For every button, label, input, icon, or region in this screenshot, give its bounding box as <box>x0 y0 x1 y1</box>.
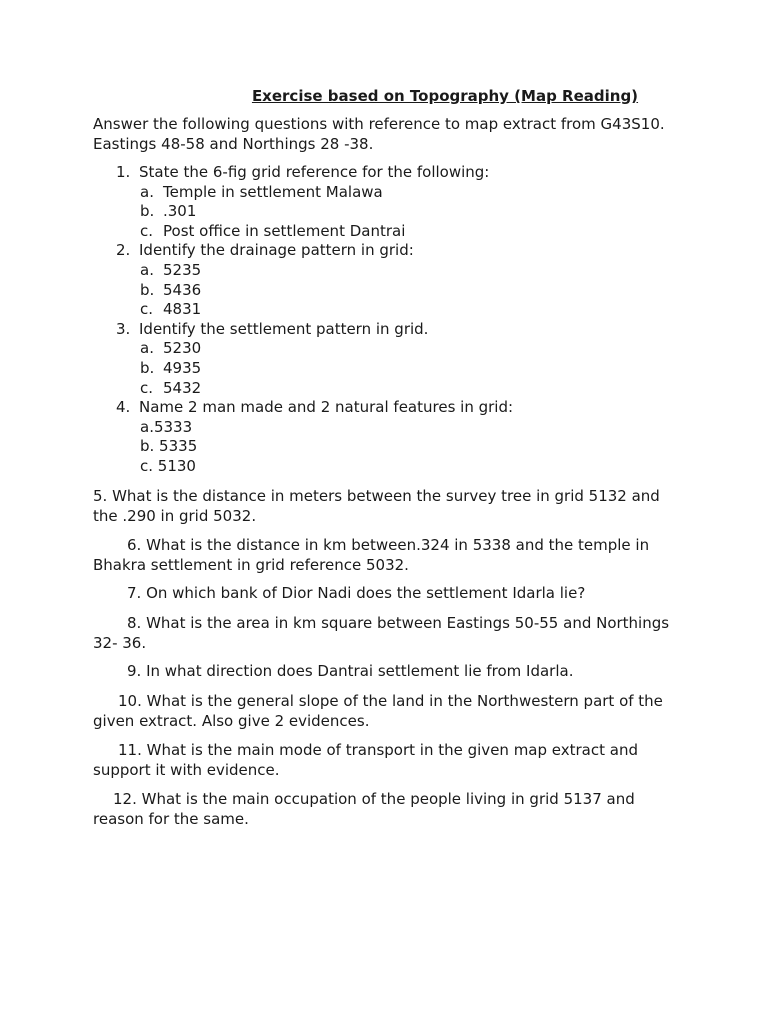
sub-item-marker: a. <box>140 182 154 201</box>
sub-item-text: b. 5335 <box>140 437 198 456</box>
sub-item-text: 5436 <box>163 280 202 299</box>
question-text: Identify the drainage pattern in grid: <box>139 241 414 260</box>
intro-paragraph: Answer the following questions with reference to map extract from G43S10. Eastings 48-58 and Northings 28 -38. <box>93 115 665 153</box>
sub-item-text: 5432 <box>163 378 202 397</box>
sub-item-text: 5235 <box>163 260 202 279</box>
sub-item-marker: b. <box>140 358 155 377</box>
question-text: Name 2 man made and 2 natural features in grid: <box>139 398 514 417</box>
question-10 <box>93 692 683 731</box>
sub-item-marker: a. <box>140 260 154 279</box>
sub-item <box>93 183 683 203</box>
question-4 <box>93 398 683 418</box>
sub-item <box>93 437 683 457</box>
sub-item-text: c. 5130 <box>140 456 196 475</box>
question-number: 1. <box>116 163 131 181</box>
question-8 <box>93 614 683 653</box>
question-12-text: 12. What is the main occupation of the people living in grid 5137 and reason for the same. <box>93 790 635 828</box>
question-text: State the 6-fig grid reference for the following: <box>139 163 490 181</box>
sub-item <box>93 379 683 399</box>
question-number: 3. <box>116 319 131 338</box>
question-12 <box>93 790 683 829</box>
sub-item-text: 5230 <box>163 339 202 358</box>
sub-item-marker: b. <box>140 202 155 221</box>
question-8-text: 8. What is the area in km square between Eastings 50-55 and Northings 32- 36. <box>93 614 670 652</box>
page-title: Exercise based on Topography (Map Reading) <box>251 87 639 105</box>
sub-item <box>93 300 683 320</box>
question-10-text: 10. What is the general slope of the land in the Northwestern part of the given extract. Also give 2 evidences. <box>93 692 663 730</box>
sub-item <box>93 261 683 281</box>
question-5 <box>93 487 683 526</box>
sub-item-marker: c. <box>140 300 154 319</box>
question-9 <box>93 662 683 682</box>
question-11 <box>93 741 683 780</box>
sub-item-marker: c. <box>140 221 154 240</box>
question-text: Identify the settlement pattern in grid. <box>139 319 429 338</box>
question-number: 2. <box>116 241 131 260</box>
sub-item <box>93 418 683 438</box>
sub-item <box>93 339 683 359</box>
question-6 <box>93 536 683 575</box>
sub-item <box>93 222 683 242</box>
sub-item-marker: b. <box>140 280 155 299</box>
question-1 <box>93 163 683 183</box>
sub-item-text: Post office in settlement Dantrai <box>163 221 406 240</box>
sub-item-marker: c. <box>140 378 154 397</box>
question-6-text: 6. What is the distance in km between.324 in 5338 and the temple in Bhakra settlement in grid reference 5032. <box>93 536 650 574</box>
sub-item-text: 4831 <box>163 300 202 319</box>
sub-item <box>93 359 683 379</box>
question-7 <box>93 584 683 604</box>
sub-item <box>93 457 683 477</box>
numbered-question-list <box>93 163 683 477</box>
question-7-text: 7. On which bank of Dior Nadi does the settlement Idarla lie? <box>127 584 586 602</box>
sub-item <box>93 281 683 301</box>
question-11-text: 11. What is the main mode of transport in the given map extract and support it with evidence. <box>93 741 638 779</box>
question-3 <box>93 320 683 340</box>
sub-item-text: Temple in settlement Malawa <box>163 182 383 201</box>
question-9-text: 9. In what direction does Dantrai settlement lie from Idarla. <box>127 662 574 680</box>
sub-item <box>93 202 683 222</box>
sub-item-text: .301 <box>163 202 197 221</box>
question-2 <box>93 241 683 261</box>
sub-item-text: a.5333 <box>140 417 193 436</box>
question-5-text: 5. What is the distance in meters between the survey tree in grid 5132 and the .290 in grid 5032. <box>93 487 660 525</box>
question-number: 4. <box>116 398 131 417</box>
sub-item-text: 4935 <box>163 358 202 377</box>
sub-item-marker: a. <box>140 339 154 358</box>
